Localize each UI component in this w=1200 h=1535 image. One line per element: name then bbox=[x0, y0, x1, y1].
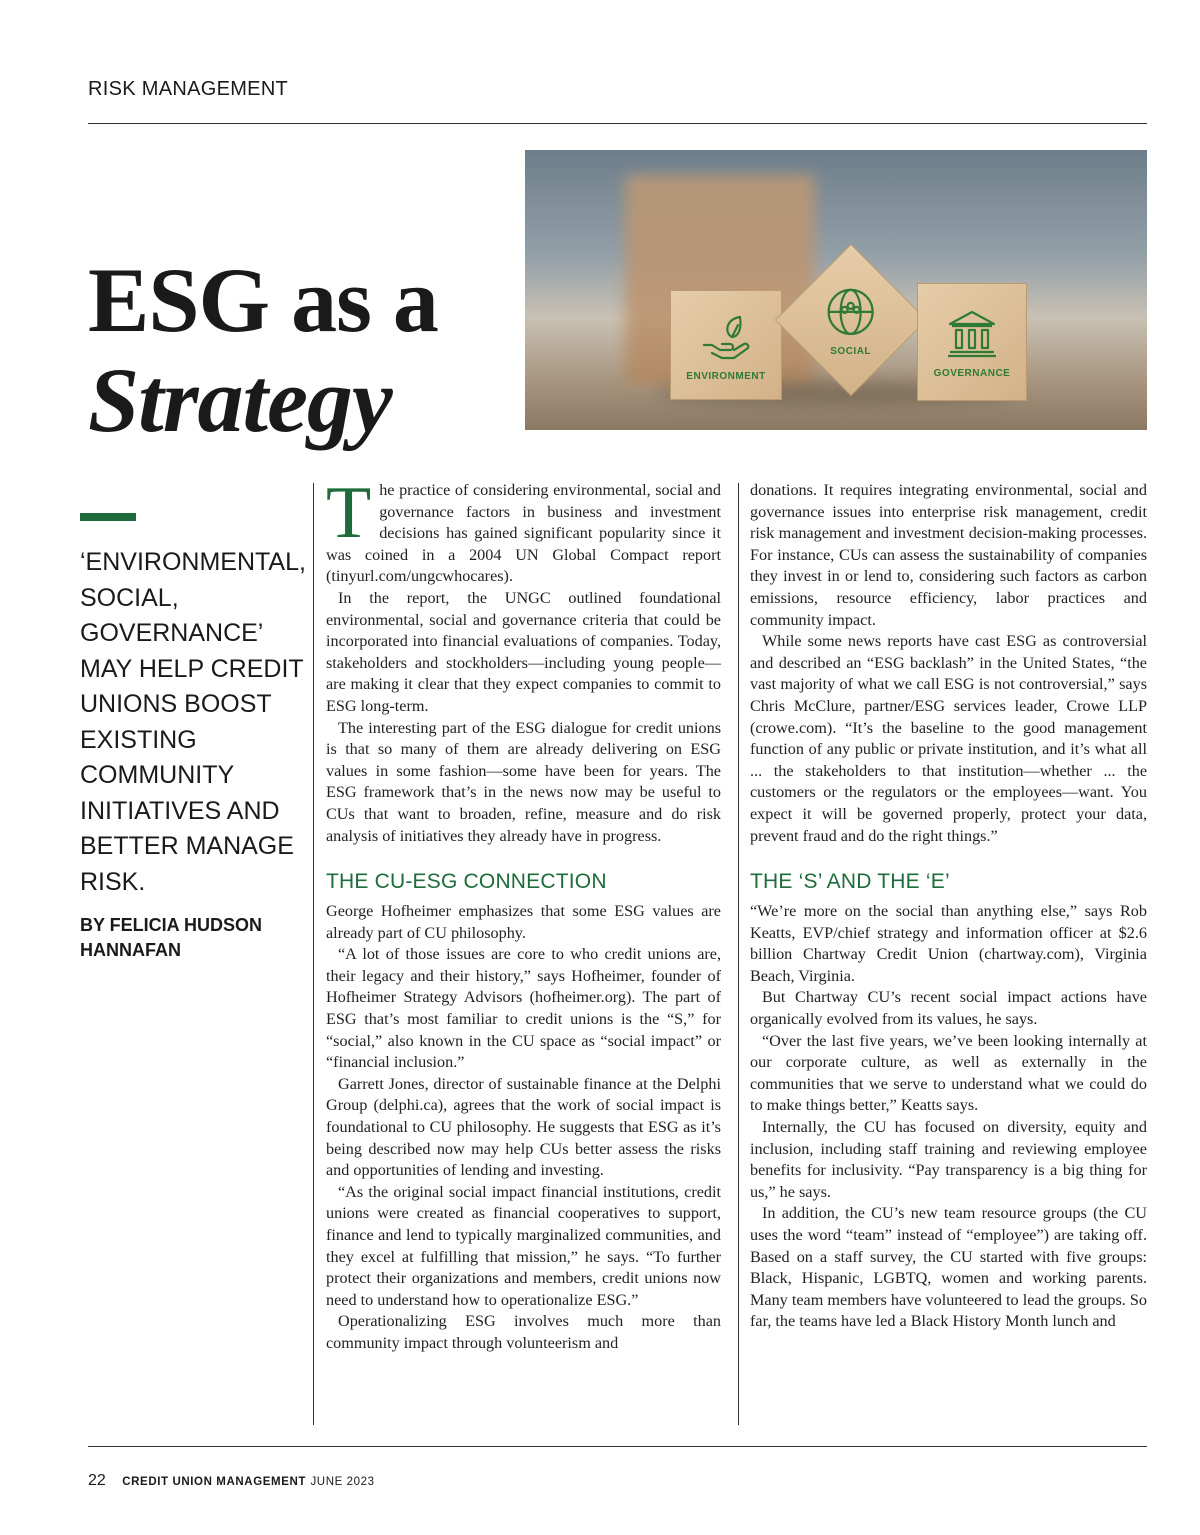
paragraph: But Chartway CU’s recent social impact actions have organically evolved from its values, he says. bbox=[750, 988, 1147, 1029]
paragraph: In the report, the UNGC outlined foundational environmental, social and governance criteria that could be incorporated into financial evaluations of companies. Today, stakeholders and stockholders—including young people—are making it clear that they expect companies to commit to ESG long-term. bbox=[326, 588, 721, 715]
publication-name: CREDIT UNION MANAGEMENT bbox=[122, 1476, 306, 1488]
page-number: 22 bbox=[88, 1472, 106, 1489]
paragraph: “As the original social impact financial institutions, credit unions were created as financial cooperatives to support, finance and lend to typically marginalized communities, and they excel at fulfilling that mission,” he says. “To further protect their organizations and members, credit unions now need to understand how to operationalize ESG.” bbox=[326, 1182, 721, 1309]
pull-quote: ‘ENVIRONMENTAL, SOCIAL, GOVERNANCE’ MAY HELP CREDIT UNIONS BOOST EXISTING COMMUNITY INITIATIVES AND BETTER MANAGE RISK. bbox=[80, 548, 306, 896]
cube-environment bbox=[670, 290, 782, 400]
hero-photo bbox=[525, 150, 1147, 430]
paragraph: “A lot of those issues are core to who credit unions are, their legacy and their history,” says Hofheimer, founder of Hofheimer Strategy Advisors (hofheimer.org). The part of ESG that’s most familiar to credit unions is the “S,” for “social,” also known in the CU space as “social impact” or “financial inclusion.” bbox=[326, 945, 721, 1072]
article-column-2 bbox=[750, 480, 1147, 1333]
headline-line1: ESG as a bbox=[88, 249, 438, 351]
paragraph bbox=[326, 472, 721, 588]
paragraph: donations. It requires integrating environmental, social and governance issues into enterprise risk management, credit risk management and investment decision-making processes. For instance, CUs can assess the sustainability of companies they invest in or lend to, considering such factors as carbon emissions, resource efficiency, labor practices and community impact. bbox=[750, 481, 1147, 629]
cube-governance-label: GOVERNANCE bbox=[933, 367, 1011, 379]
cube-social-label: SOCIAL bbox=[830, 345, 872, 357]
building-columns-icon bbox=[944, 306, 1000, 362]
headline bbox=[88, 250, 438, 450]
byline: BY FELICIA HUDSON HANNAFAN bbox=[80, 915, 263, 960]
accent-bar bbox=[80, 513, 136, 521]
column-divider bbox=[738, 483, 739, 1425]
paragraph: “We’re more on the social than anything else,” says Rob Keatts, EVP/chief strategy and information officer at $2.6 billion Chartway Credit Union (chartway.com), Virginia Beach, Virginia. bbox=[750, 902, 1147, 985]
cube-governance bbox=[917, 283, 1027, 401]
paragraph: The interesting part of the ESG dialogue for credit unions is that so many of them are already delivering on ESG values in some fashion—some have been for years. The ESG framework that’s in the news now may be useful to CUs that want to broaden, refine, measure and do risk analysis of initiatives they already have in progress. bbox=[326, 718, 721, 845]
paragraph: “Over the last five years, we’ve been looking internally at our corporate culture, as well as externally in the communities that we serve to understand what we could do to make things better,” Keatts says. bbox=[750, 1031, 1147, 1115]
column-divider bbox=[313, 483, 314, 1425]
page-footer bbox=[88, 1472, 375, 1490]
section-heading: THE CU-ESG CONNECTION bbox=[326, 870, 607, 894]
hand-leaf-icon bbox=[698, 309, 754, 365]
paragraph: While some news reports have cast ESG as controversial and described an “ESG backlash” in the United States, “the vast majority of what we call ESG is not controversial,” says Chris McClure, partner/ESG services leader, Crowe LLP (crowe.com). “It’s the baseline to the good management function of any public or private institution, and it’s what all ... the stakeholders to that institution—whether ... the customers or the regulators or the employees—want. You expect it will be governed properly, protect your data, prevent fraud and do the right things.” bbox=[750, 632, 1147, 845]
article-column-1 bbox=[326, 472, 721, 1355]
section-heading: THE ‘S’ AND THE ‘E’ bbox=[750, 870, 950, 894]
section-label: RISK MANAGEMENT bbox=[88, 78, 289, 100]
paragraph: George Hofheimer emphasizes that some ESG values are already part of CU philosophy. bbox=[326, 902, 721, 942]
headline-line2: Strategy bbox=[88, 349, 392, 451]
paragraph: Operationalizing ESG involves much more than community impact through volunteerism and bbox=[326, 1312, 721, 1352]
paragraph-text: he practice of considering environmental, social and governance factors in business and investment decisions has gained significant popularity since it was coined in a 2004 UN Global Compact report (tinyurl.com/ungcwhocares). bbox=[326, 481, 721, 586]
cube-environment-label: ENVIRONMENT bbox=[686, 370, 766, 382]
top-rule bbox=[88, 123, 1147, 124]
globe-people-icon bbox=[823, 284, 879, 340]
drop-cap: T bbox=[326, 472, 372, 554]
paragraph: Internally, the CU has focused on diversity, equity and inclusion, including staff training and reviewing employee benefits for inclusivity. “Pay transparency is a big thing for us,” he says. bbox=[750, 1118, 1147, 1201]
paragraph: In addition, the CU’s new team resource groups (the CU uses the word “team” instead of “employee”) are taking off. Based on a staff survey, the CU started with five groups: Black, Hispanic, LGBTQ, women and working parents. Many team members have volunteered to lead the groups. So far, the teams have led a Black History Month lunch and bbox=[750, 1204, 1147, 1331]
bottom-rule bbox=[88, 1446, 1147, 1447]
issue-date: JUNE 2023 bbox=[310, 1476, 375, 1488]
paragraph: Garrett Jones, director of sustainable finance at the Delphi Group (delphi.ca), agrees that the work of social impact is foundational to CU philosophy. He suggests that ESG as it’s being described now may help CUs better assess the risks and opportunities of lending and investing. bbox=[326, 1074, 721, 1180]
